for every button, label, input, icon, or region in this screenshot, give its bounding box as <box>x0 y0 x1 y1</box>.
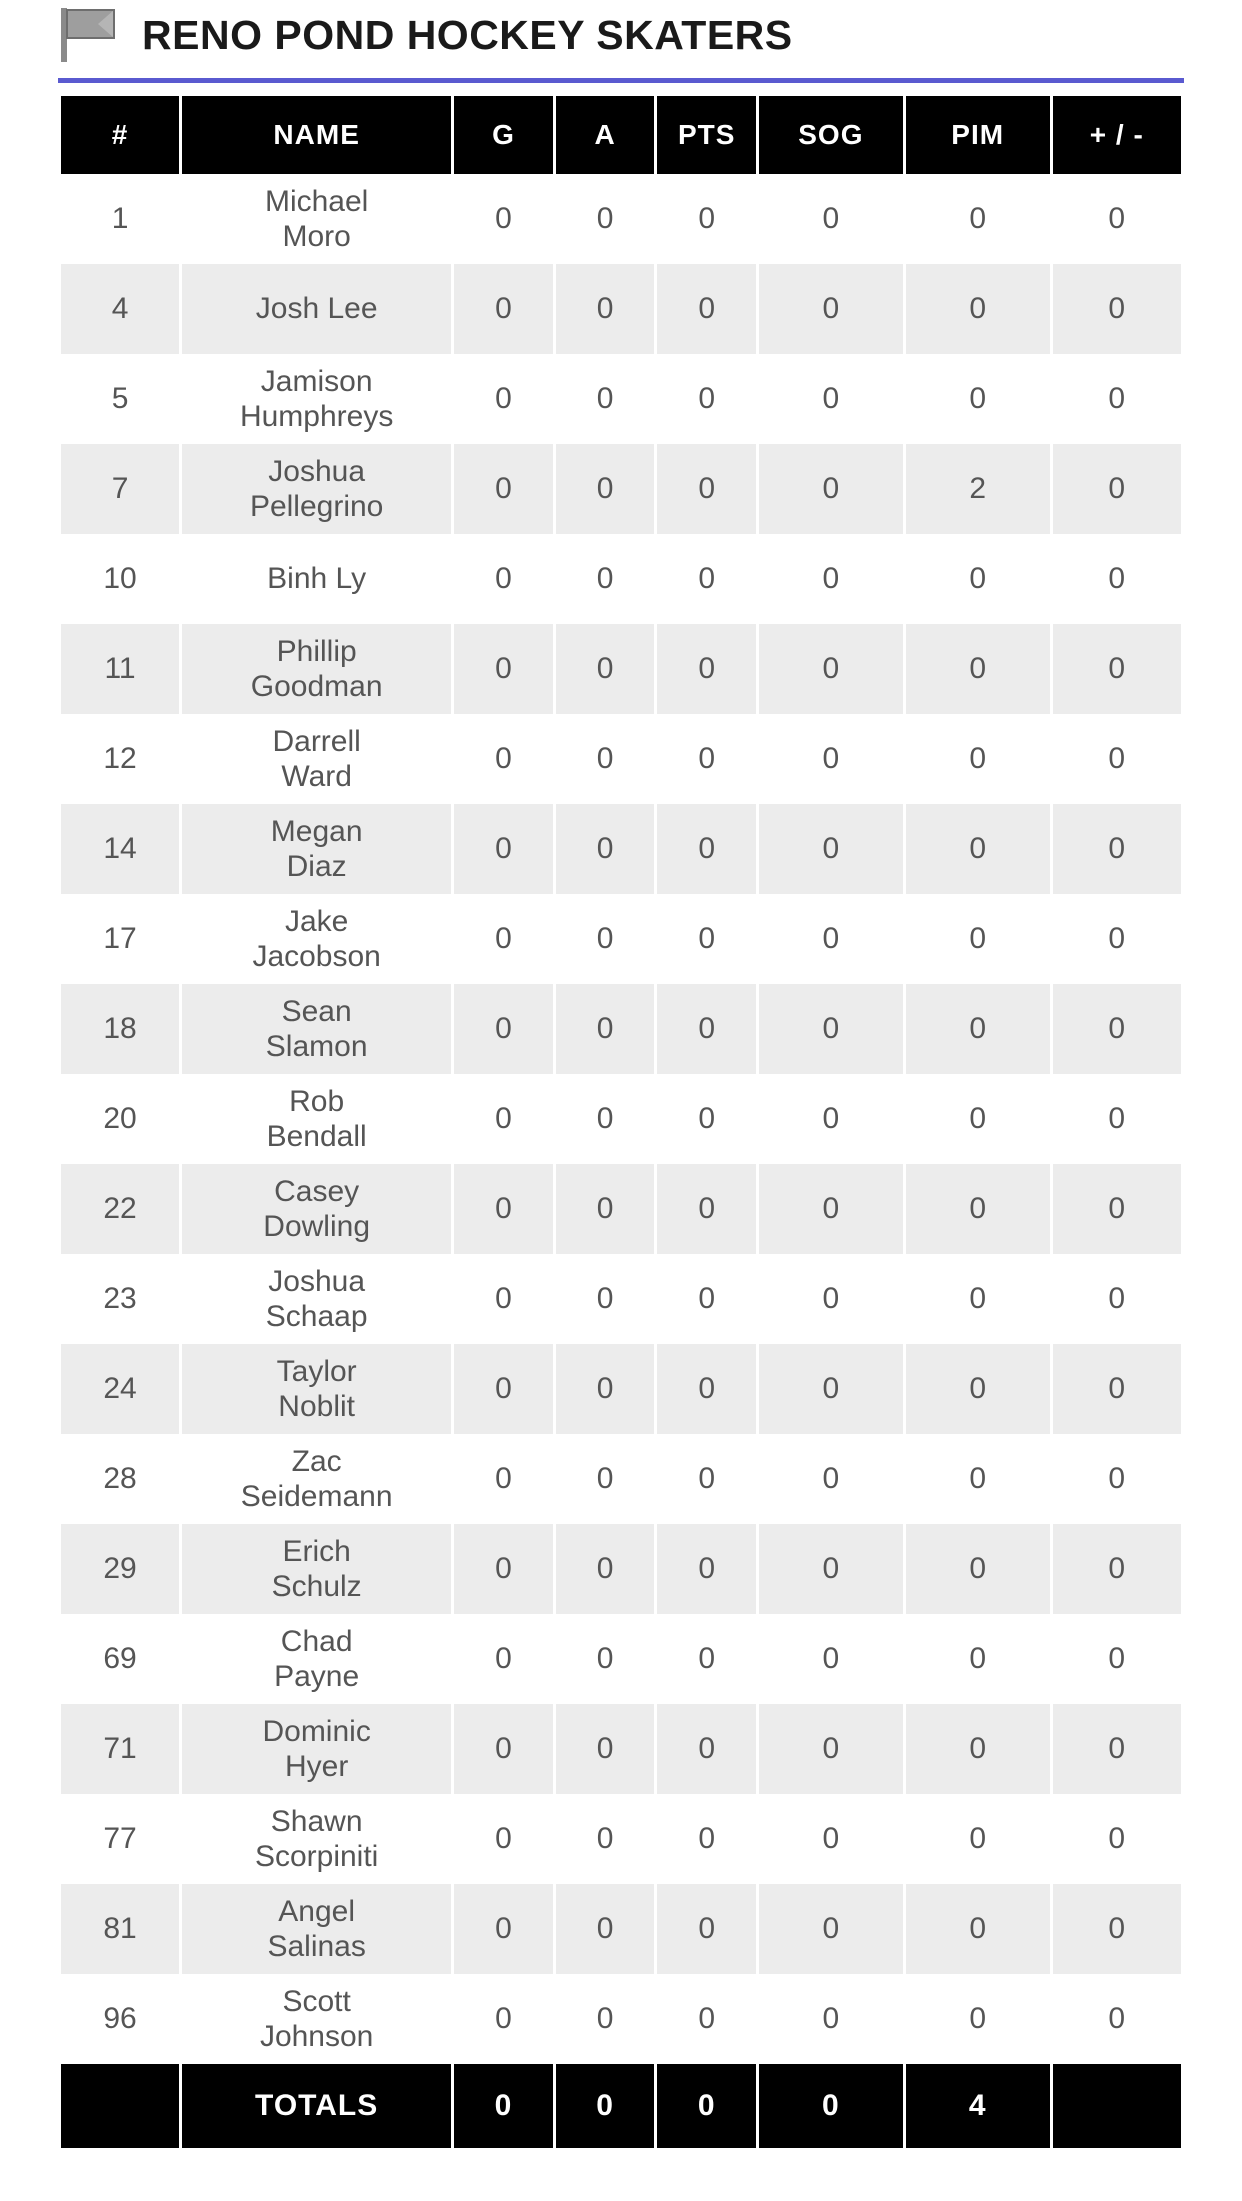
cell-sog: 0 <box>759 264 903 354</box>
cell-jersey-number: 10 <box>103 562 137 595</box>
cell-player-name <box>182 804 451 894</box>
table-row <box>61 174 1181 264</box>
cell-jersey-number: 29 <box>61 1524 179 1614</box>
cell-goals: 0 <box>454 1164 553 1254</box>
player-first-name: Binh Ly <box>267 562 367 596</box>
table-row <box>61 1974 1181 2064</box>
table-row <box>61 1344 1181 1434</box>
player-first-name: Shawn <box>270 1804 363 1838</box>
cell-points: 0 <box>698 922 716 955</box>
cell-goals: 0 <box>495 1282 512 1315</box>
cell-player-name <box>182 624 451 714</box>
cell-player-name <box>182 1524 451 1614</box>
cell-pim: 2 <box>906 444 1050 534</box>
title-divider <box>58 78 1184 83</box>
table-row <box>61 1524 1181 1614</box>
cell-pim: 0 <box>969 1642 986 1675</box>
player-last-name: Jacobson <box>252 940 381 973</box>
totals-points: 0 <box>657 2064 756 2148</box>
cell-player-name <box>182 1434 451 1524</box>
totals-label: TOTALS <box>182 2064 451 2148</box>
cell-pim: 0 <box>906 1704 1050 1794</box>
player-last-name: Ward <box>281 760 352 793</box>
cell-goals: 0 <box>495 1642 512 1675</box>
cell-sog: 0 <box>822 742 840 775</box>
cell-goals: 0 <box>454 624 553 714</box>
column-header-number[interactable]: # <box>61 96 179 174</box>
cell-player-name <box>182 1344 451 1434</box>
bottom-spacer <box>58 2148 1184 2188</box>
cell-assists: 0 <box>556 444 655 534</box>
cell-player-name <box>182 534 451 624</box>
cell-goals: 0 <box>454 1524 553 1614</box>
cell-points: 0 <box>698 1822 716 1855</box>
cell-points: 0 <box>657 1524 756 1614</box>
cell-points: 0 <box>657 1884 756 1974</box>
player-last-name: Pellegrino <box>249 490 384 523</box>
cell-points: 0 <box>657 804 756 894</box>
cell-pim: 0 <box>969 1282 986 1315</box>
column-header-plusminus[interactable]: + / - <box>1053 96 1181 174</box>
cell-jersey-number: 14 <box>61 804 179 894</box>
cell-player-name <box>182 1794 451 1884</box>
player-first-name: Scott <box>282 1984 351 2018</box>
player-last-name: Noblit <box>278 1390 355 1423</box>
player-last-name: Schulz <box>271 1570 362 1603</box>
table-row <box>61 714 1181 804</box>
cell-jersey-number: 96 <box>103 2002 137 2035</box>
totals-number-cell <box>61 2064 179 2148</box>
cell-plusminus: 0 <box>1108 742 1126 775</box>
player-last-name: Payne <box>274 1660 360 1693</box>
player-first-name: Chad <box>280 1624 353 1658</box>
totals-goals: 0 <box>454 2064 553 2148</box>
player-last-name: Scorpiniti <box>254 1840 379 1873</box>
column-header-assists[interactable]: A <box>556 96 655 174</box>
cell-points: 0 <box>698 2002 716 2035</box>
cell-sog: 0 <box>822 382 840 415</box>
player-first-name: Taylor <box>276 1354 357 1388</box>
table-row <box>61 894 1181 984</box>
player-first-name: Angel <box>278 1894 356 1928</box>
cell-sog: 0 <box>822 1822 840 1855</box>
table-row <box>61 1074 1181 1164</box>
cell-assists: 0 <box>596 922 614 955</box>
cell-player-name <box>182 174 451 264</box>
cell-plusminus: 0 <box>1108 1822 1126 1855</box>
player-last-name: Seidemann <box>240 1480 393 1513</box>
table-totals-row <box>61 2064 1181 2148</box>
skater-stats-table <box>58 96 1184 2148</box>
page-header <box>58 0 1184 78</box>
cell-jersey-number: 18 <box>61 984 179 1074</box>
player-first-name: Darrell <box>272 724 361 758</box>
table-row <box>61 1254 1181 1344</box>
table-row <box>61 1884 1181 1974</box>
table-row <box>61 1794 1181 1884</box>
cell-sog: 0 <box>822 922 840 955</box>
cell-player-name <box>182 894 451 984</box>
player-last-name: Slamon <box>265 1030 368 1063</box>
cell-goals: 0 <box>454 1704 553 1794</box>
cell-pim: 0 <box>969 1462 986 1495</box>
cell-plusminus: 0 <box>1108 1102 1126 1135</box>
cell-goals: 0 <box>495 562 512 595</box>
table-body <box>61 174 1181 2064</box>
player-first-name: Megan <box>270 814 363 848</box>
cell-assists: 0 <box>596 2002 614 2035</box>
totals-plusminus <box>1053 2064 1181 2148</box>
table-header-row <box>61 96 1181 174</box>
cell-pim: 0 <box>969 742 986 775</box>
cell-player-name <box>182 1254 451 1344</box>
cell-jersey-number: 28 <box>103 1462 137 1495</box>
cell-jersey-number: 20 <box>103 1102 137 1135</box>
cell-sog: 0 <box>822 2002 840 2035</box>
cell-assists: 0 <box>556 804 655 894</box>
player-last-name: Dowling <box>263 1210 371 1243</box>
cell-assists: 0 <box>596 1822 614 1855</box>
table-row <box>61 804 1181 894</box>
player-first-name: Jake <box>284 904 349 938</box>
cell-sog: 0 <box>822 1462 840 1495</box>
player-first-name: Rob <box>289 1084 345 1118</box>
cell-pim: 0 <box>906 1344 1050 1434</box>
cell-plusminus: 0 <box>1108 382 1126 415</box>
player-last-name: Schaap <box>265 1300 368 1333</box>
cell-pim: 0 <box>969 2002 986 2035</box>
cell-pim: 0 <box>969 1102 986 1135</box>
player-first-name: Sean <box>281 994 352 1028</box>
table-row <box>61 1704 1181 1794</box>
table-row <box>61 1164 1181 1254</box>
cell-goals: 0 <box>495 1822 512 1855</box>
cell-sog: 0 <box>759 804 903 894</box>
cell-goals: 0 <box>454 1884 553 1974</box>
cell-sog: 0 <box>759 1164 903 1254</box>
cell-sog: 0 <box>822 202 840 235</box>
cell-plusminus: 0 <box>1053 1344 1181 1434</box>
cell-plusminus: 0 <box>1053 984 1181 1074</box>
cell-goals: 0 <box>495 2002 512 2035</box>
cell-plusminus: 0 <box>1108 562 1126 595</box>
cell-sog: 0 <box>759 1704 903 1794</box>
player-first-name: Josh Lee <box>255 292 378 326</box>
cell-sog: 0 <box>759 1884 903 1974</box>
cell-plusminus: 0 <box>1053 1164 1181 1254</box>
cell-points: 0 <box>657 1164 756 1254</box>
table-row <box>61 354 1181 444</box>
cell-jersey-number: 1 <box>111 202 129 235</box>
cell-assists: 0 <box>556 624 655 714</box>
cell-jersey-number: 69 <box>103 1642 137 1675</box>
cell-pim: 0 <box>906 1884 1050 1974</box>
cell-sog: 0 <box>822 1282 840 1315</box>
cell-goals: 0 <box>454 264 553 354</box>
cell-player-name <box>182 714 451 804</box>
player-first-name: Joshua <box>268 1264 366 1298</box>
cell-points: 0 <box>698 1282 716 1315</box>
table-row <box>61 624 1181 714</box>
player-first-name: Jamison <box>260 364 373 398</box>
flag-icon <box>58 6 120 64</box>
cell-jersey-number: 22 <box>61 1164 179 1254</box>
cell-assists: 0 <box>556 1884 655 1974</box>
page-title: RENO POND HOCKEY SKATERS <box>142 11 793 58</box>
player-first-name: Erich <box>282 1534 351 1568</box>
cell-assists: 0 <box>596 562 614 595</box>
column-header-pim[interactable]: PIM <box>906 96 1050 174</box>
cell-jersey-number: 11 <box>61 624 179 714</box>
cell-points: 0 <box>657 444 756 534</box>
cell-assists: 0 <box>556 1164 655 1254</box>
cell-sog: 0 <box>822 1102 840 1135</box>
totals-sog: 0 <box>759 2064 903 2148</box>
cell-plusminus: 0 <box>1053 444 1181 534</box>
cell-points: 0 <box>657 1704 756 1794</box>
cell-jersey-number: 23 <box>103 1282 137 1315</box>
cell-assists: 0 <box>556 1524 655 1614</box>
cell-player-name <box>182 444 451 534</box>
totals-assists: 0 <box>556 2064 655 2148</box>
cell-plusminus: 0 <box>1053 1524 1181 1614</box>
player-first-name: Michael <box>264 184 369 218</box>
cell-jersey-number: 7 <box>61 444 179 534</box>
player-last-name: Bendall <box>266 1120 367 1153</box>
cell-points: 0 <box>657 984 756 1074</box>
player-first-name: Zac <box>291 1444 342 1478</box>
cell-points: 0 <box>698 562 716 595</box>
player-last-name: Johnson <box>259 2020 374 2053</box>
cell-player-name <box>182 264 451 354</box>
cell-plusminus: 0 <box>1108 1642 1126 1675</box>
cell-assists: 0 <box>556 1704 655 1794</box>
player-last-name: Goodman <box>250 670 383 703</box>
cell-sog: 0 <box>759 624 903 714</box>
totals-pim: 4 <box>906 2064 1050 2148</box>
player-last-name: Diaz <box>286 850 347 883</box>
player-last-name: Moro <box>282 220 351 253</box>
cell-plusminus: 0 <box>1053 264 1181 354</box>
cell-goals: 0 <box>454 444 553 534</box>
cell-jersey-number: 5 <box>111 382 129 415</box>
cell-jersey-number: 77 <box>103 1822 137 1855</box>
cell-assists: 0 <box>596 742 614 775</box>
cell-jersey-number: 17 <box>103 922 137 955</box>
cell-player-name <box>182 1704 451 1794</box>
cell-assists: 0 <box>556 984 655 1074</box>
cell-pim: 0 <box>906 1164 1050 1254</box>
cell-pim: 0 <box>969 382 986 415</box>
cell-goals: 0 <box>495 202 512 235</box>
cell-sog: 0 <box>759 444 903 534</box>
cell-goals: 0 <box>495 1462 512 1495</box>
cell-goals: 0 <box>495 1102 512 1135</box>
cell-sog: 0 <box>822 562 840 595</box>
column-header-points[interactable]: PTS <box>657 96 756 174</box>
cell-plusminus: 0 <box>1108 1462 1126 1495</box>
cell-assists: 0 <box>596 1642 614 1675</box>
cell-plusminus: 0 <box>1053 804 1181 894</box>
cell-plusminus: 0 <box>1053 624 1181 714</box>
cell-pim: 0 <box>969 1822 986 1855</box>
cell-points: 0 <box>657 264 756 354</box>
cell-assists: 0 <box>596 1462 614 1495</box>
table-row <box>61 444 1181 534</box>
player-first-name: Dominic <box>262 1714 371 1748</box>
cell-player-name <box>182 984 451 1074</box>
column-header-sog[interactable]: SOG <box>759 96 903 174</box>
cell-plusminus: 0 <box>1053 1704 1181 1794</box>
cell-assists: 0 <box>556 1344 655 1434</box>
player-last-name: Salinas <box>267 1930 366 1963</box>
cell-points: 0 <box>698 742 716 775</box>
column-header-goals[interactable]: G <box>454 96 553 174</box>
cell-points: 0 <box>698 1642 716 1675</box>
table-row <box>61 1614 1181 1704</box>
table-row <box>61 984 1181 1074</box>
cell-assists: 0 <box>596 1102 614 1135</box>
cell-pim: 0 <box>906 1524 1050 1614</box>
cell-jersey-number: 24 <box>61 1344 179 1434</box>
player-first-name: Phillip <box>276 634 357 668</box>
player-first-name: Joshua <box>268 454 366 488</box>
cell-jersey-number: 71 <box>61 1704 179 1794</box>
cell-pim: 0 <box>969 562 986 595</box>
cell-assists: 0 <box>596 382 614 415</box>
cell-points: 0 <box>657 1344 756 1434</box>
cell-player-name <box>182 1074 451 1164</box>
cell-assists: 0 <box>596 1282 614 1315</box>
cell-goals: 0 <box>495 742 512 775</box>
table-row <box>61 534 1181 624</box>
cell-pim: 0 <box>969 202 986 235</box>
cell-points: 0 <box>698 202 716 235</box>
cell-pim: 0 <box>906 624 1050 714</box>
cell-plusminus: 0 <box>1108 922 1126 955</box>
cell-goals: 0 <box>454 984 553 1074</box>
cell-pim: 0 <box>969 922 986 955</box>
cell-plusminus: 0 <box>1108 2002 1126 2035</box>
cell-player-name <box>182 1974 451 2064</box>
cell-plusminus: 0 <box>1053 1884 1181 1974</box>
cell-sog: 0 <box>759 1524 903 1614</box>
cell-assists: 0 <box>596 202 614 235</box>
cell-goals: 0 <box>495 382 512 415</box>
cell-points: 0 <box>698 382 716 415</box>
cell-plusminus: 0 <box>1108 202 1126 235</box>
cell-sog: 0 <box>759 984 903 1074</box>
cell-pim: 0 <box>906 264 1050 354</box>
player-last-name: Hyer <box>284 1750 349 1783</box>
cell-points: 0 <box>657 624 756 714</box>
cell-sog: 0 <box>822 1642 840 1675</box>
cell-jersey-number: 81 <box>61 1884 179 1974</box>
cell-jersey-number: 12 <box>103 742 137 775</box>
player-first-name: Casey <box>274 1174 360 1208</box>
table-row <box>61 1434 1181 1524</box>
cell-goals: 0 <box>454 1344 553 1434</box>
table-row <box>61 264 1181 354</box>
cell-assists: 0 <box>556 264 655 354</box>
cell-jersey-number: 4 <box>61 264 179 354</box>
cell-player-name <box>182 1884 451 1974</box>
cell-player-name <box>182 354 451 444</box>
cell-points: 0 <box>698 1462 716 1495</box>
cell-pim: 0 <box>906 804 1050 894</box>
cell-goals: 0 <box>495 922 512 955</box>
player-last-name: Humphreys <box>239 400 394 433</box>
cell-pim: 0 <box>906 984 1050 1074</box>
cell-points: 0 <box>698 1102 716 1135</box>
cell-player-name <box>182 1614 451 1704</box>
cell-player-name <box>182 1164 451 1254</box>
cell-sog: 0 <box>759 1344 903 1434</box>
cell-plusminus: 0 <box>1108 1282 1126 1315</box>
column-header-name[interactable]: NAME <box>182 96 451 174</box>
cell-goals: 0 <box>454 804 553 894</box>
